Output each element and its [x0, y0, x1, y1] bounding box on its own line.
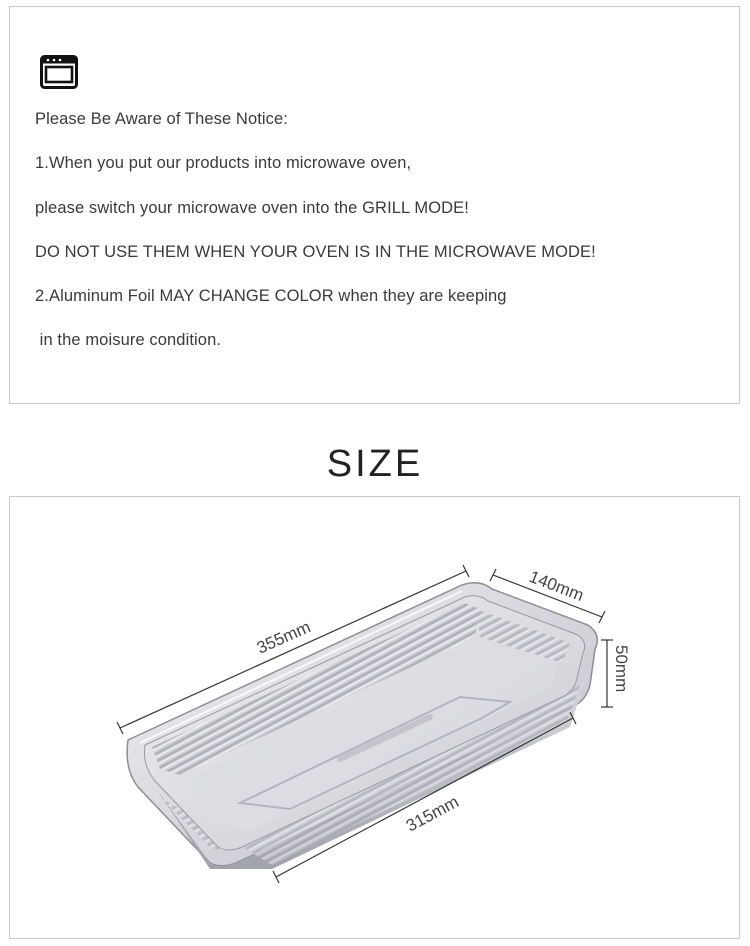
dimension-height — [601, 640, 631, 707]
dimension-label-355: 355mm — [253, 617, 314, 658]
dimension-label-140: 140mm — [526, 566, 587, 606]
notice-line-1: 1.When you put our products into microwave oven, — [35, 154, 412, 172]
notice-line-2: please switch your microwave oven into the GRILL MODE! — [35, 199, 469, 217]
size-box — [9, 496, 740, 939]
notice-line-4: 2.Aluminum Foil MAY CHANGE COLOR when they are keeping — [35, 287, 507, 305]
foil-tray-image — [127, 583, 597, 869]
size-title: SIZE — [326, 443, 424, 485]
dimension-label-50: 50mm — [612, 645, 631, 693]
notice-line-5: in the moisure condition. — [35, 331, 222, 349]
notice-heading: Please Be Aware of These Notice: — [35, 110, 288, 128]
tray-diagram — [10, 497, 740, 939]
oven-icon — [40, 55, 78, 89]
notice-box — [9, 6, 740, 404]
notice-line-3: DO NOT USE THEM WHEN YOUR OVEN IS IN THE MICROWAVE MODE! — [35, 243, 596, 261]
dimension-label-315: 315mm — [402, 792, 462, 836]
